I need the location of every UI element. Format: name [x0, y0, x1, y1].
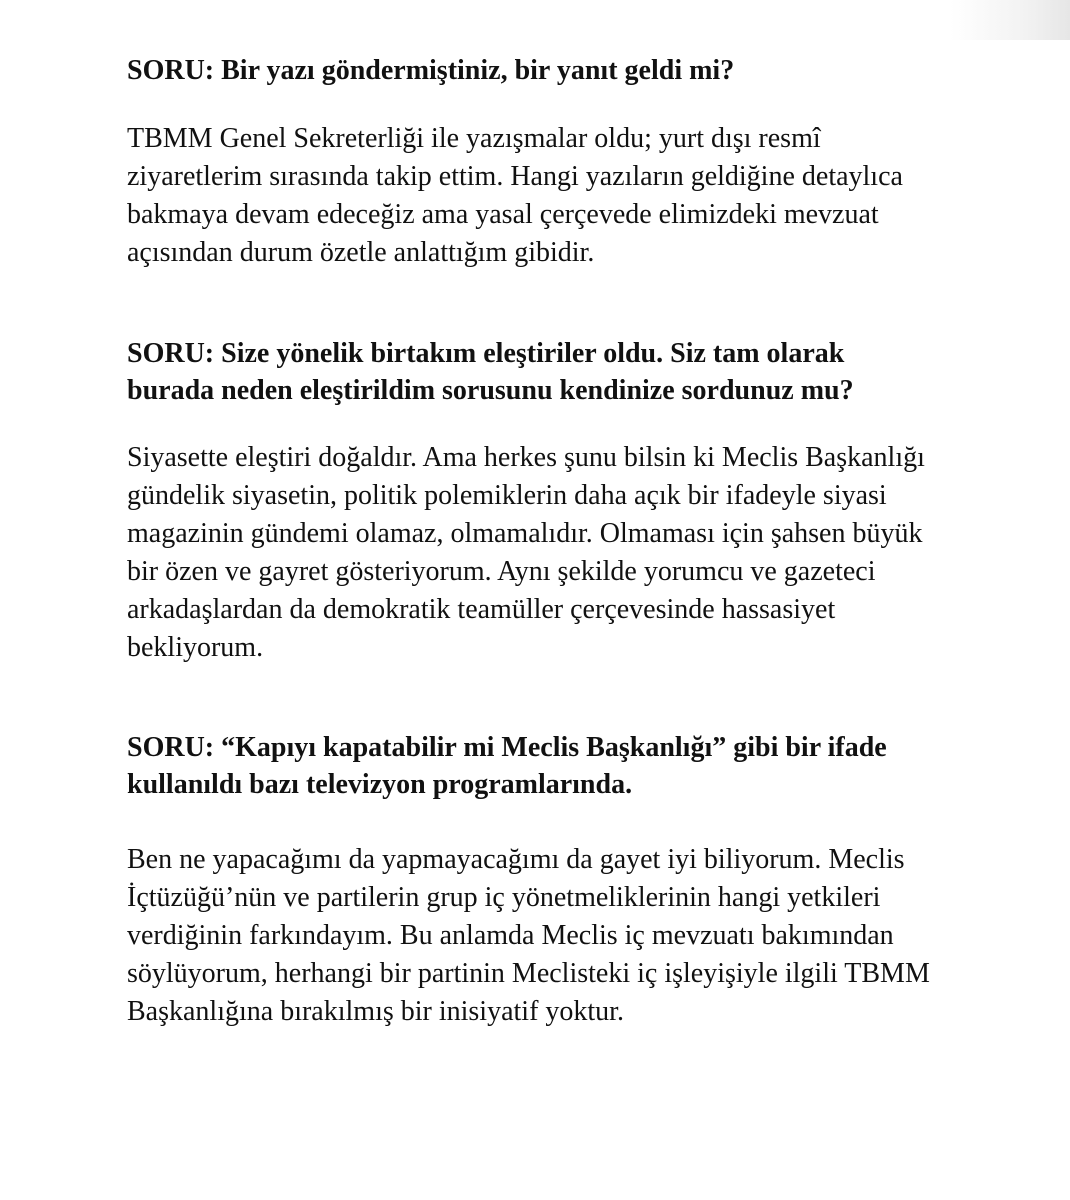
answer-2: Siyasette eleştiri doğaldır. Ama herkes şunu bilsin ki Meclis Başkanlığı gündelik siyasetin, politik polemiklerin daha açık bir ifadeyle siyasi magazinin gündemi olamaz, olmamalıdır. Olmaması için şahsen büyük bir özen ve gayret gösteriyorum. Aynı şekilde yorumcu ve gazeteci arkadaşlardan da demokratik teamüller çerçevesinde hassasiyet bekliyorum. [127, 442, 925, 663]
answer-1: TBMM Genel Sekreterliği ile yazışmalar oldu; yurt dışı resmî ziyaretlerim sırasında takip ettim. Hangi yazıların geldiğine detaylıca bakmaya devam edeceğiz ama yasal çerçevede elimizdeki mevzuat açısından durum özetle anlattığım gibidir. [127, 123, 903, 268]
page-corner-shadow [950, 0, 1070, 40]
document-body [127, 52, 937, 1031]
question-3: SORU: “Kapıyı kapatabilir mi Meclis Başkanlığı” gibi bir ifade kullanıldı bazı televizyon programlarında. [127, 732, 887, 800]
question-2: SORU: Size yönelik birtakım eleştiriler oldu. Siz tam olarak burada neden eleştirildim sorusunu kendinize sordunuz mu? [127, 338, 854, 406]
answer-3: Ben ne yapacağımı da yapmayacağımı da gayet iyi biliyorum. Meclis İçtüzüğü’nün ve partilerin grup iç yönetmeliklerinin hangi yetkileri verdiğinin farkındayım. Bu anlamda Meclis iç mevzuatı bakımından söylüyorum, herhangi bir partinin Meclisteki iç işleyişiyle ilgili TBMM Başkanlığına bırakılmış bir inisiyatif yoktur. [127, 844, 930, 1027]
question-1: SORU: Bir yazı göndermiştiniz, bir yanıt geldi mi? [127, 55, 735, 86]
